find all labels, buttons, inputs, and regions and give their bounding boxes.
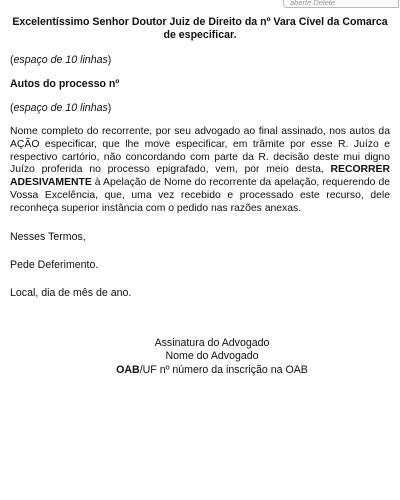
- petition-header-line1: Excelentíssimo Senhor Doutor Juiz de Direito da nº Vara Cível da Comarca: [12, 16, 388, 28]
- spacing-note-2-text: espaço de 10 linhas: [13, 102, 108, 114]
- spacing-note-2: (espaço de 10 linhas): [10, 102, 112, 114]
- oab-label: OAB: [116, 363, 140, 376]
- top-edge-tab: aberte Delete: [283, 0, 399, 8]
- petition-body-part1: Nome completo do recorrente, por seu advogado ao final assinado, nos autos da AÇÃO especificar, que lhe move especificar, em trâmite por esse R. Juízo e respectivo cartório, não concordando com parte da R. decisão deste mui digno Juízo proferida no processo epigrafado, vem, por meio desta,: [10, 126, 390, 176]
- signature-line: Assinatura do Advogado: [154, 336, 270, 349]
- spacing-note-1: (espaço de 10 linhas): [10, 54, 112, 66]
- autos-label: Autos do processo nº: [10, 78, 120, 90]
- petition-header-line2: de especificar.: [163, 29, 237, 41]
- petition-body-part2: à Apelação de Nome do recorrente da apelação, requerendo de Vossa Excelência, que, uma vez recebido e processado este recurso, dele reconheça superior instância com o pedido nas razões anexas.: [10, 177, 390, 214]
- oab-line: [10, 364, 390, 378]
- place-date: Local, dia de mês de ano.: [10, 286, 132, 299]
- petition-document: [10, 16, 390, 377]
- petition-header: [10, 16, 390, 42]
- petition-body-bold: RECORRER ADESIVAMENTE: [10, 164, 390, 189]
- closing-terms: Nesses Termos,: [10, 230, 86, 243]
- closing-request: Pede Deferimento.: [10, 258, 99, 271]
- signature-block: [10, 337, 390, 378]
- oab-number: /UF nº número da inscrição na OAB: [139, 363, 308, 376]
- lawyer-name: Nome do Advogado: [165, 350, 259, 363]
- spacing-note-1-text: espaço de 10 linhas: [13, 54, 108, 66]
- petition-body: [10, 126, 390, 216]
